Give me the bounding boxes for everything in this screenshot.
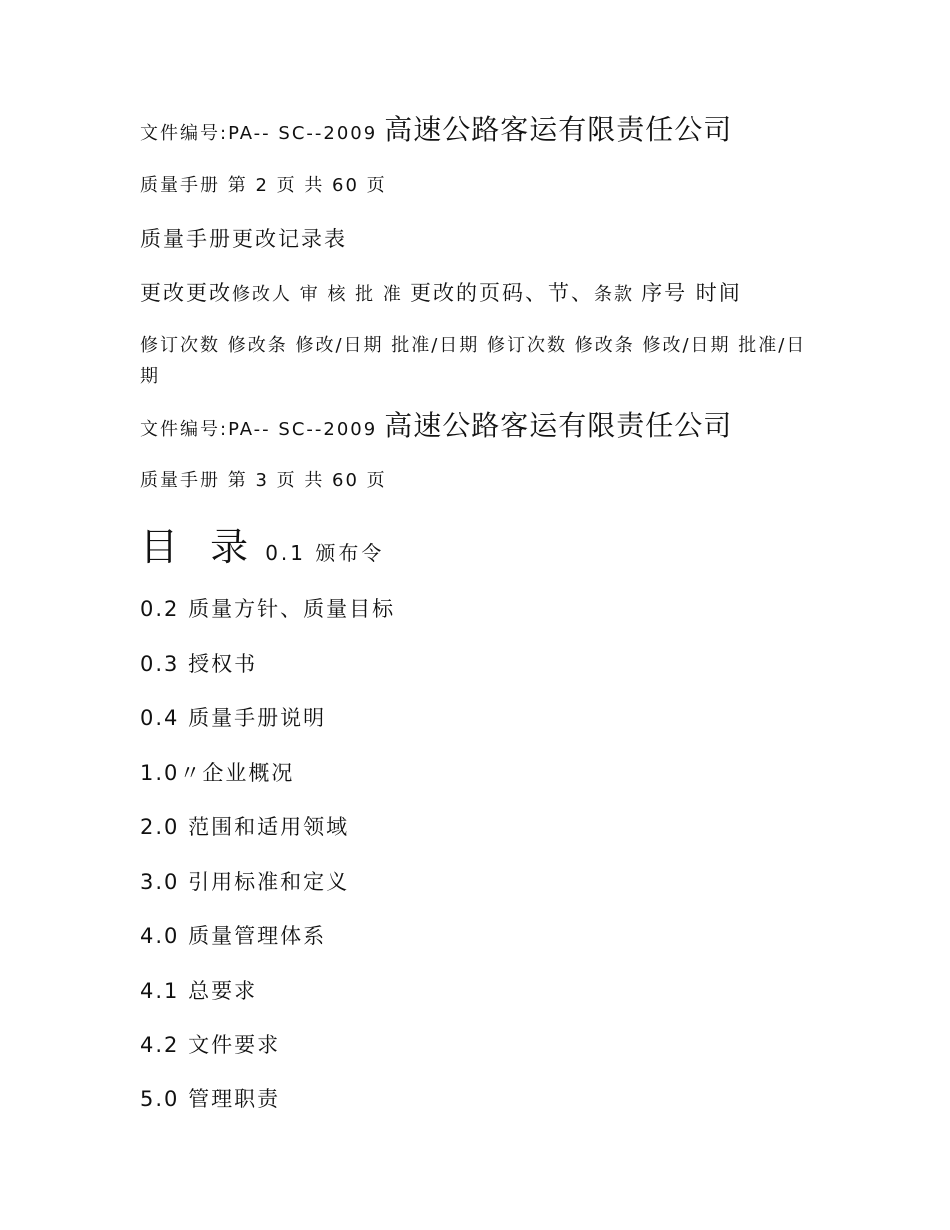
toc-item: 4.1 总要求 [140, 979, 258, 1003]
change-log-columns: 修订次数 修改条 修改/日期 批准/日期 修订次数 修改条 修改/日期 批准/日期 [140, 335, 807, 387]
page-indicator-2: 质量手册 第 3 页 共 60 页 [140, 470, 387, 491]
header-main: 更改更改 [140, 281, 232, 305]
toc-title: 目 录 [140, 525, 259, 569]
toc-item: 4.2 文件要求 [140, 1033, 281, 1057]
header-mid: 更改的页码、节、 [409, 281, 594, 305]
header-small-2: 条款 [593, 284, 634, 305]
file-number-2: 文件编号:PA-- SC--2009 [140, 419, 378, 440]
toc-item: 2.0 范围和适用领域 [140, 815, 350, 839]
toc-item: 1.0〃企业概况 [140, 761, 295, 785]
toc-item: 4.0 质量管理体系 [140, 924, 327, 948]
toc-item: 0.4 质量手册说明 [140, 706, 327, 730]
change-log-title: 质量手册更改记录表 [140, 227, 347, 251]
change-log-header-row [140, 283, 742, 304]
toc-item: 3.0 引用标准和定义 [140, 870, 350, 894]
toc-item: 0.3 授权书 [140, 652, 258, 676]
toc-item: 0.2 质量方针、质量目标 [140, 597, 396, 621]
header-small-1: 修改人 审 核 批 准 [232, 284, 403, 305]
toc-title-row [140, 525, 385, 569]
page-indicator: 质量手册 第 2 页 共 60 页 [140, 175, 387, 196]
toc-item: 0.1 颁布令 [265, 541, 385, 565]
company-name-2: 高速公路客运有限责任公司 [384, 409, 733, 442]
file-number: 文件编号:PA-- SC--2009 [140, 123, 378, 144]
document-header-2 [140, 409, 733, 442]
company-name: 高速公路客运有限责任公司 [384, 113, 733, 146]
document-header [140, 113, 733, 146]
header-end: 序号 时间 [641, 281, 742, 305]
toc-item: 5.0 管理职责 [140, 1087, 281, 1111]
